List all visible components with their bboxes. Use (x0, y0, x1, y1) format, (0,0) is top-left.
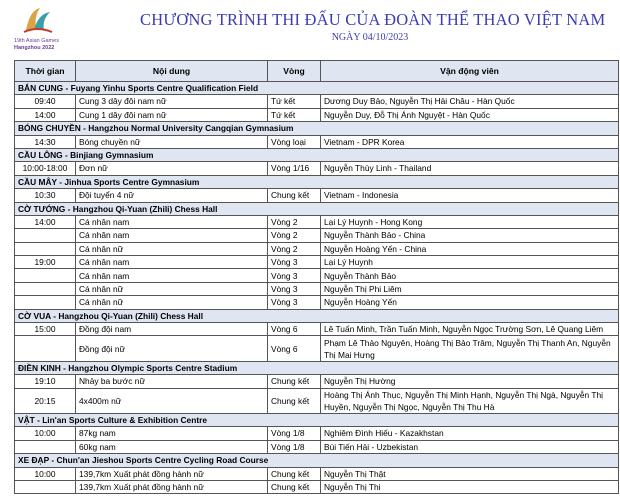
athletes-cell: Nguyễn Thị Hường (321, 375, 619, 388)
time-cell: 19:00 (15, 256, 76, 269)
section-title: CỜ VUA - Hangzhou Qi-Yuan (Zhili) Chess Hall (15, 309, 619, 322)
table-row (15, 440, 619, 453)
hangzhou-asian-games-logo-icon (20, 4, 54, 36)
round-cell: Vòng 3 (268, 282, 321, 295)
time-cell: 14:00 (15, 108, 76, 121)
table-row (15, 229, 619, 242)
event-cell: Cá nhân nam (76, 229, 268, 242)
event-cell: 139,7km Xuất phát đồng hành nữ (76, 467, 268, 480)
section-header-row (15, 82, 619, 95)
time-cell: 10:00 (15, 427, 76, 440)
round-cell: Tứ kết (268, 95, 321, 108)
section-title: VẬT - Lin'an Sports Culture & Exhibition Centre (15, 413, 619, 426)
athletes-cell: Vietnam - Indonesia (321, 189, 619, 202)
section-header-row (15, 202, 619, 215)
table-row (15, 135, 619, 148)
table-row (15, 269, 619, 282)
round-cell: Vòng 3 (268, 269, 321, 282)
table-row (15, 95, 619, 108)
round-cell: Vòng 6 (268, 336, 321, 361)
event-cell: Cá nhân nữ (76, 296, 268, 309)
event-cell: Đơn nữ (76, 162, 268, 175)
athletes-cell: Phạm Lê Thảo Nguyên, Hoàng Thị Bảo Trâm, Nguyễn Thị Thanh An, Nguyễn Thị Mai Hưng (321, 336, 619, 361)
section-title: BÓNG CHUYỀN - Hangzhou Normal University Cangqian Gymnasium (15, 122, 619, 135)
athletes-cell: Lại Lý Huynh - Hong Kong (321, 215, 619, 228)
table-row (15, 336, 619, 361)
table-row (15, 480, 619, 493)
table-row (15, 242, 619, 255)
section-header-row (15, 122, 619, 135)
page-title: CHƯƠNG TRÌNH THI ĐẤU CỦA ĐOÀN THỂ THAO VIỆT NAM (140, 10, 606, 29)
table-row (15, 215, 619, 228)
table-row (15, 467, 619, 480)
time-cell (15, 269, 76, 282)
round-cell: Chung kết (268, 388, 321, 413)
round-cell: Vòng 1/16 (268, 162, 321, 175)
round-cell: Vòng 3 (268, 256, 321, 269)
table-header-row (15, 61, 619, 82)
section-header-row (15, 413, 619, 426)
athletes-cell: Hoàng Thị Ánh Thục, Nguyễn Thị Minh Hạnh, Nguyễn Thị Ngà, Nguyễn Thị Huyền, Nguyễn Thị Ngọc, Nguyễn Thị Thu Hà (321, 388, 619, 413)
event-cell: Đồng đội nam (76, 323, 268, 336)
section-title: CẦU MÂY - Jinhua Sports Centre Gymnasium (15, 175, 619, 188)
time-cell: 15:00 (15, 323, 76, 336)
athletes-cell: Nguyễn Hoàng Yến - China (321, 242, 619, 255)
round-cell: Vòng loại (268, 135, 321, 148)
time-cell: 19:10 (15, 375, 76, 388)
round-cell: Vòng 6 (268, 323, 321, 336)
time-cell (15, 296, 76, 309)
table-row (15, 162, 619, 175)
time-cell (15, 336, 76, 361)
event-cell: Cá nhân nam (76, 269, 268, 282)
round-cell: Vòng 2 (268, 215, 321, 228)
time-cell: 14:30 (15, 135, 76, 148)
time-cell (15, 440, 76, 453)
time-cell (15, 282, 76, 295)
table-row (15, 189, 619, 202)
athletes-cell: Nguyễn Duy, Đỗ Thị Ánh Nguyệt - Hàn Quốc (321, 108, 619, 121)
header-athletes: Vận động viên (321, 61, 619, 82)
table-row (15, 108, 619, 121)
table-row (15, 256, 619, 269)
table-row (15, 375, 619, 388)
header-round: Vòng (268, 61, 321, 82)
round-cell: Vòng 3 (268, 296, 321, 309)
time-cell (15, 480, 76, 493)
table-row (15, 282, 619, 295)
event-cell: 87kg nam (76, 427, 268, 440)
time-cell: 10:00 (15, 467, 76, 480)
round-cell: Vòng 1/8 (268, 440, 321, 453)
table-row (15, 427, 619, 440)
header-event: Nội dung (76, 61, 268, 82)
athletes-cell: Nguyễn Hoàng Yến (321, 296, 619, 309)
section-header-row (15, 309, 619, 322)
header-time: Thời gian (15, 61, 76, 82)
time-cell: 10:00-18:00 (15, 162, 76, 175)
section-title: ĐIỀN KINH - Hangzhou Olympic Sports Centre Stadium (15, 361, 619, 374)
athletes-cell: Dương Duy Bảo, Nguyễn Thị Hải Châu - Hàn Quốc (321, 95, 619, 108)
athletes-cell: Nguyễn Thị Thật (321, 467, 619, 480)
schedule-body (15, 82, 619, 494)
asian-games-logo (14, 4, 66, 56)
round-cell: Vòng 1/8 (268, 427, 321, 440)
section-title: XE ĐẠP - Chun'an Jieshou Sports Centre Cycling Road Course (15, 454, 619, 467)
section-title: CẦU LÔNG - Binjiang Gymnasium (15, 148, 619, 161)
time-cell: 14:00 (15, 215, 76, 228)
section-title: CỜ TƯỚNG - Hangzhou Qi-Yuan (Zhili) Chess Hall (15, 202, 619, 215)
logo-caption: 19th Asian Games (14, 38, 59, 44)
section-header-row (15, 361, 619, 374)
event-cell: Cá nhân nam (76, 256, 268, 269)
schedule-table (14, 60, 619, 494)
event-cell: Cung 1 dây đôi nam nữ (76, 108, 268, 121)
event-cell: 139,7km Xuất phát đồng hành nữ (76, 480, 268, 493)
athletes-cell: Nguyễn Thị Thi (321, 480, 619, 493)
section-title: BẮN CUNG - Fuyang Yinhu Sports Centre Qualification Field (15, 82, 619, 95)
round-cell: Chung kết (268, 467, 321, 480)
event-cell: Cá nhân nữ (76, 282, 268, 295)
athletes-cell: Nguyễn Thành Bảo (321, 269, 619, 282)
round-cell: Vòng 2 (268, 229, 321, 242)
event-cell: 4x400m nữ (76, 388, 268, 413)
event-cell: Cung 3 dây đôi nam nữ (76, 95, 268, 108)
round-cell: Tứ kết (268, 108, 321, 121)
event-cell: Đội tuyển 4 nữ (76, 189, 268, 202)
section-header-row (15, 454, 619, 467)
athletes-cell: Vietnam - DPR Korea (321, 135, 619, 148)
time-cell: 20:15 (15, 388, 76, 413)
event-cell: Cá nhân nam (76, 215, 268, 228)
athletes-cell: Nguyễn Thị Phi Liêm (321, 282, 619, 295)
table-row (15, 296, 619, 309)
event-cell: 60kg nam (76, 440, 268, 453)
event-cell: Cá nhân nữ (76, 242, 268, 255)
round-cell: Chung kết (268, 375, 321, 388)
event-cell: Nhảy ba bước nữ (76, 375, 268, 388)
round-cell: Chung kết (268, 480, 321, 493)
time-cell (15, 242, 76, 255)
athletes-cell: Nguyễn Thùy Linh - Thailand (321, 162, 619, 175)
round-cell: Vòng 2 (268, 242, 321, 255)
round-cell: Chung kết (268, 189, 321, 202)
time-cell: 09:40 (15, 95, 76, 108)
event-cell: Bóng chuyền nữ (76, 135, 268, 148)
schedule-date: NGÀY 04/10/2023 (331, 32, 409, 43)
section-header-row (15, 175, 619, 188)
time-cell: 10:30 (15, 189, 76, 202)
section-header-row (15, 148, 619, 161)
athletes-cell: Lê Tuấn Minh, Trần Tuấn Minh, Nguyễn Ngọc Trường Sơn, Lê Quang Liêm (321, 323, 619, 336)
table-row (15, 323, 619, 336)
athletes-cell: Bùi Tiến Hải - Uzbekistan (321, 440, 619, 453)
event-cell: Đồng đội nữ (76, 336, 268, 361)
athletes-cell: Lại Lý Huynh (321, 256, 619, 269)
table-row (15, 388, 619, 413)
logo-caption-city: Hangzhou 2022 (14, 45, 55, 51)
athletes-cell: Nguyễn Thành Bảo - China (321, 229, 619, 242)
athletes-cell: Nghiêm Đình Hiếu - Kazakhstan (321, 427, 619, 440)
time-cell (15, 229, 76, 242)
